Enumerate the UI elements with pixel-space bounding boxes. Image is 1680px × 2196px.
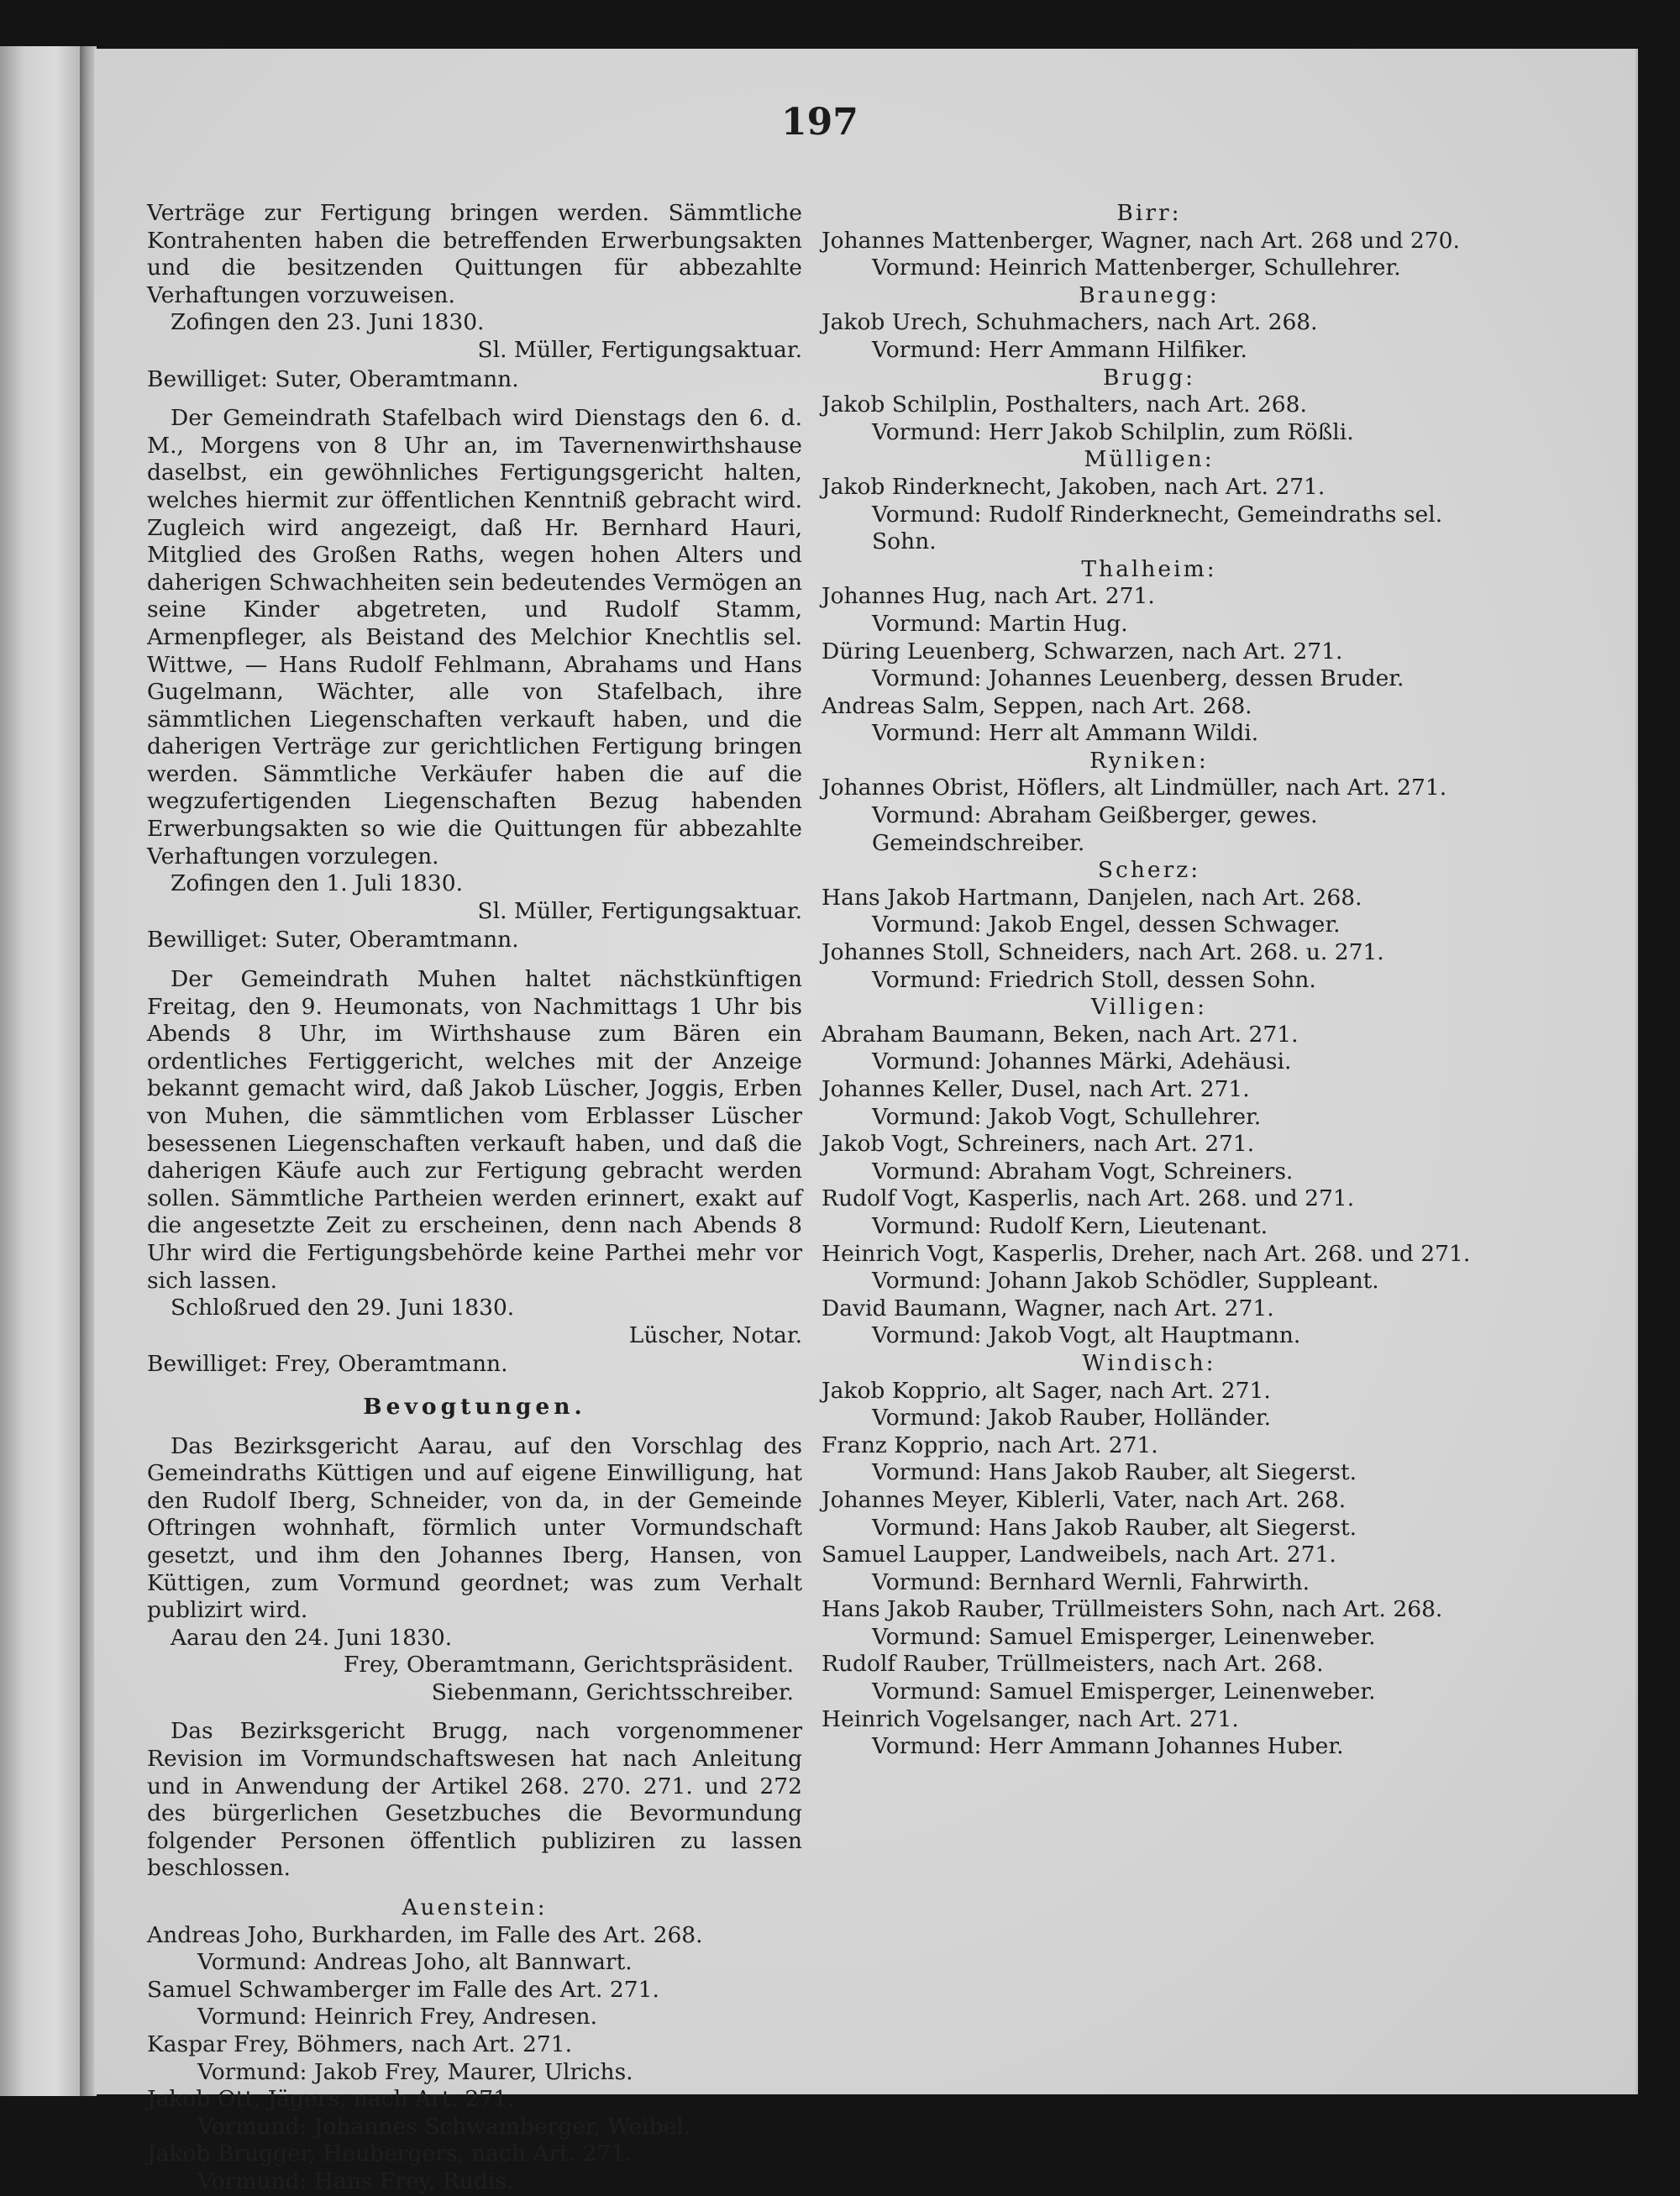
notice-4-text: Das Bezirksgericht Aarau, auf den Vorschlag des Gemeindraths Küttigen und auf eigene Einwilligung, hat den Rudolf Iberg, Schneider, von da, in der Gemeinde Oftringen wohnhaft, förmlich unter Vormundschaft gesetzt, und ihm den Johannes Iberg, Hansen, von Küttigen, zum Vormund geordnet; was zum Verhalt publizirt wird.	[147, 1432, 802, 1624]
left-column	[147, 200, 802, 2194]
notice-2-approval: Bewilliget: Suter, Oberamtmann.	[147, 927, 519, 954]
ward-entry: Johannes Keller, Dusel, nach Art. 271.	[822, 1076, 1250, 1102]
guardian-entry: Vormund: Herr Jakob Schilplin, zum Rößli.	[872, 418, 1354, 445]
town-heading: Birr:	[1116, 200, 1182, 226]
guardian-entry: Vormund: Johannes Schwamberger, Weibel.	[197, 2113, 691, 2140]
guardian-entry: Vormund: Jakob Vogt, alt Hauptmann.	[872, 1322, 1301, 1349]
notice-1-date: Zofingen den 23. Juni 1830.	[171, 309, 485, 336]
ward-entry: Jakob Brugger, Heubergers, nach Art. 271.	[147, 2141, 633, 2167]
guardian-entry: Vormund: Heinrich Frey, Andresen.	[197, 2004, 598, 2031]
ward-entry: Johannes Stoll, Schneiders, nach Art. 268. u. 271.	[822, 939, 1384, 966]
guardian-entry: Vormund: Herr alt Ammann Wildi.	[872, 720, 1259, 747]
guardian-entry: Vormund: Jakob Engel, dessen Schwager.	[872, 911, 1341, 938]
ward-entry: Johannes Obrist, Höflers, alt Lindmüller, nach Art. 271.	[822, 775, 1447, 801]
town-heading: Windisch:	[1082, 1349, 1216, 1376]
ward-entry: Hans Jakob Rauber, Trüllmeisters Sohn, nach Art. 268.	[822, 1596, 1443, 1623]
right-column	[822, 200, 1477, 2082]
notice-1-approval: Bewilliget: Suter, Oberamtmann.	[147, 365, 519, 392]
ward-entry: Johannes Hug, nach Art. 271.	[822, 583, 1155, 610]
notice-4-date: Aarau den 24. Juni 1830.	[171, 1624, 453, 1651]
town-heading: Ryniken:	[1089, 747, 1209, 774]
guardian-entry: Vormund: Bernhard Wernli, Fahrwirth.	[872, 1568, 1310, 1595]
guardian-entry: Vormund: Heinrich Mattenberger, Schullehrer.	[872, 255, 1401, 281]
guardian-entry: Vormund: Samuel Emisperger, Leinenweber.	[872, 1679, 1376, 1705]
ward-entry: Samuel Schwamberger im Falle des Art. 271.	[147, 1976, 659, 2003]
guardian-entry: Vormund: Hans Frey, Rudis.	[197, 2167, 514, 2194]
section-title-bevogtungen: Bevogtungen.	[363, 1393, 586, 1420]
ward-entry: Jakob Ott, Jägers, nach Art. 271.	[147, 2086, 515, 2113]
ward-entry: Jakob Kopprio, alt Sager, nach Art. 271.	[822, 1377, 1271, 1404]
guardian-entry: Vormund: Johannes Märki, Adehäusi.	[872, 1048, 1292, 1075]
notice-3-date: Schloßrued den 29. Juni 1830.	[171, 1295, 515, 1321]
town-heading: Mülligen:	[1084, 446, 1215, 473]
notice-5-text: Das Bezirksgericht Brugg, nach vorgenommener Revision im Vormundschaftswesen hat nach Anleitung und in Anwendung der Artikel 268. 270. 271. und 272 des bürgerlichen Gesetzbuches die Bevormundung folgender Personen öffentlich publiziren zu lassen beschlossen.	[147, 1718, 802, 1882]
notice-3-signature: Lüscher, Notar.	[628, 1321, 802, 1348]
guardian-entry: Vormund: Jakob Vogt, Schullehrer.	[872, 1103, 1262, 1130]
town-heading: Brugg:	[1102, 364, 1196, 391]
notice-4-signature-1: Frey, Oberamtmann, Gerichtspräsident.	[343, 1652, 794, 1679]
ward-entry: Jakob Urech, Schuhmachers, nach Art. 268.	[822, 309, 1318, 336]
guardian-entry: Vormund: Samuel Emisperger, Leinenweber.	[872, 1623, 1376, 1650]
notice-2-date: Zofingen den 1. Juli 1830.	[171, 870, 464, 897]
ward-entry: Johannes Meyer, Kiblerli, Vater, nach Art. 268.	[822, 1486, 1347, 1513]
ward-entry: Hans Jakob Hartmann, Danjelen, nach Art. 268.	[822, 884, 1362, 911]
notice-3-approval: Bewilliget: Frey, Oberamtmann.	[147, 1351, 508, 1378]
ward-entry: Düring Leuenberg, Schwarzen, nach Art. 271.	[822, 638, 1343, 665]
page-number: 197	[781, 101, 858, 144]
guardian-entry: Vormund: Johann Jakob Schödler, Suppleant.	[872, 1268, 1379, 1295]
guardian-entry: Vormund: Hans Jakob Rauber, alt Siegerst.	[872, 1514, 1357, 1541]
town-heading: Villigen:	[1090, 994, 1208, 1021]
ward-entry: Jakob Vogt, Schreiners, nach Art. 271.	[822, 1131, 1255, 1158]
guardian-entry: Vormund: Friedrich Stoll, dessen Sohn.	[872, 966, 1316, 993]
ward-entry: Rudolf Rauber, Trüllmeisters, nach Art. 268.	[822, 1651, 1324, 1678]
ward-entry: Kaspar Frey, Böhmers, nach Art. 271.	[147, 2031, 573, 2057]
town-heading: Scherz:	[1097, 857, 1201, 884]
guardian-entry: Vormund: Abraham Vogt, Schreiners.	[872, 1158, 1294, 1185]
guardian-entry: Vormund: Martin Hug.	[872, 610, 1128, 637]
ward-entry: Andreas Salm, Seppen, nach Art. 268.	[822, 692, 1252, 719]
ward-entry: Heinrich Vogt, Kasperlis, Dreher, nach Art. 268. und 271.	[822, 1240, 1471, 1267]
ward-entry: Jakob Schilplin, Posthalters, nach Art. 268.	[822, 391, 1307, 418]
guardian-entry: Vormund: Herr Ammann Hilfiker.	[872, 336, 1247, 363]
notice-2-signature: Sl. Müller, Fertigungsaktuar.	[477, 897, 802, 924]
town-heading: Auenstein:	[402, 1894, 548, 1921]
facing-page-edge	[0, 46, 80, 2096]
guardian-entry: Vormund: Rudolf Rinderknecht, Gemeindraths sel. Sohn.	[872, 501, 1443, 555]
ward-entry: David Baumann, Wagner, nach Art. 271.	[822, 1295, 1274, 1321]
guardian-entry: Vormund: Rudolf Kern, Lieutenant.	[872, 1212, 1268, 1239]
ward-entry: Rudolf Vogt, Kasperlis, nach Art. 268. und 271.	[822, 1185, 1355, 1212]
ward-entry: Franz Kopprio, nach Art. 271.	[822, 1432, 1158, 1458]
ward-entry: Samuel Laupper, Landweibels, nach Art. 271.	[822, 1542, 1336, 1568]
town-heading: Braunegg:	[1079, 281, 1220, 308]
ward-entry: Andreas Joho, Burkharden, im Falle des Art. 268.	[147, 1921, 703, 1948]
ward-entry: Jakob Rinderknecht, Jakoben, nach Art. 271.	[822, 473, 1326, 500]
guardian-entry: Vormund: Abraham Geißberger, gewes. Gemeindschreiber.	[872, 802, 1318, 856]
ward-entry: Heinrich Vogelsanger, nach Art. 271.	[822, 1705, 1239, 1732]
notice-1-text: Verträge zur Fertigung bringen werden. Sämmtliche Kontrahenten haben die betreffenden Erwerbungsakten und die besitzenden Quittungen für abbezahlte Verhaftungen vorzuweisen.	[147, 200, 802, 308]
ward-entry: Abraham Baumann, Beken, nach Art. 271.	[822, 1021, 1299, 1048]
guardian-entry: Vormund: Johannes Leuenberg, dessen Bruder.	[872, 665, 1404, 692]
notice-2-text: Der Gemeindrath Stafelbach wird Dienstags den 6. d. M., Morgens von 8 Uhr an, im Tavernenwirthshause daselbst, ein gewöhnliches Fertigungsgericht halten, welches hiermit zur öffentlichen Kenntniß gebracht wird. Zugleich wird angezeigt, daß Hr. Bernhard Hauri, Mitglied des Großen Raths, wegen hohen Alters und daherigen Schwachheiten sein bedeutendes Vermögen an seine Kinder abgetreten, und Rudolf Stamm, Armenpfleger, als Beistand des Melchior Knechtlis sel. Wittwe, — Hans Rudolf Fehlmann, Abrahams und Hans Gugelmann, Wächter, alle von Stafelbach, ihre sämmtlichen Liegenschaften verkauft haben, und die daherigen Verträge zur gerichtlichen Fertigung bringen werden. Sämmtliche Verkäufer haben die auf die wegzufertigenden Liegenschaften Bezug habenden Erwerbungsakten so wie die Quittungen für abbezahlte Verhaftungen vorzulegen.	[147, 405, 802, 869]
ward-entry: Johannes Mattenberger, Wagner, nach Art. 268 und 270.	[822, 227, 1460, 254]
guardian-entry: Vormund: Hans Jakob Rauber, alt Siegerst.	[872, 1459, 1357, 1486]
notice-4-signature-2: Siebenmann, Gerichtsschreiber.	[431, 1679, 794, 1705]
notice-1-signature: Sl. Müller, Fertigungsaktuar.	[477, 336, 802, 363]
town-heading: Thalheim:	[1081, 555, 1217, 582]
guardian-entry: Vormund: Jakob Rauber, Holländer.	[872, 1405, 1272, 1432]
guardian-entry: Vormund: Jakob Frey, Maurer, Ulrichs.	[197, 2058, 633, 2085]
guardian-entry: Vormund: Andreas Joho, alt Bannwart.	[197, 1949, 633, 1976]
guardian-entry: Vormund: Herr Ammann Johannes Huber.	[872, 1733, 1344, 1760]
notice-3-text: Der Gemeindrath Muhen haltet nächstkünftigen Freitag, den 9. Heumonats, von Nachmittags 1 Uhr bis Abends 8 Uhr, im Wirthshause zum Bären ein ordentliches Fertiggericht, welches mit der Anzeige bekannt gemacht wird, daß Jakob Lüscher, Joggis, Erben von Muhen, die sämmtlichen vom Erblasser Lüscher besessenen Liegenschaften verkauft haben, und daß die daherigen Käufe auch zur Fertigung gebracht werden sollen. Sämmtliche Partheien werden erinnert, exakt auf die angesetzte Zeit zu erscheinen, denn nach Abends 8 Uhr wird die Fertigungsbehörde keine Parthei mehr vor sich lassen.	[147, 966, 802, 1294]
